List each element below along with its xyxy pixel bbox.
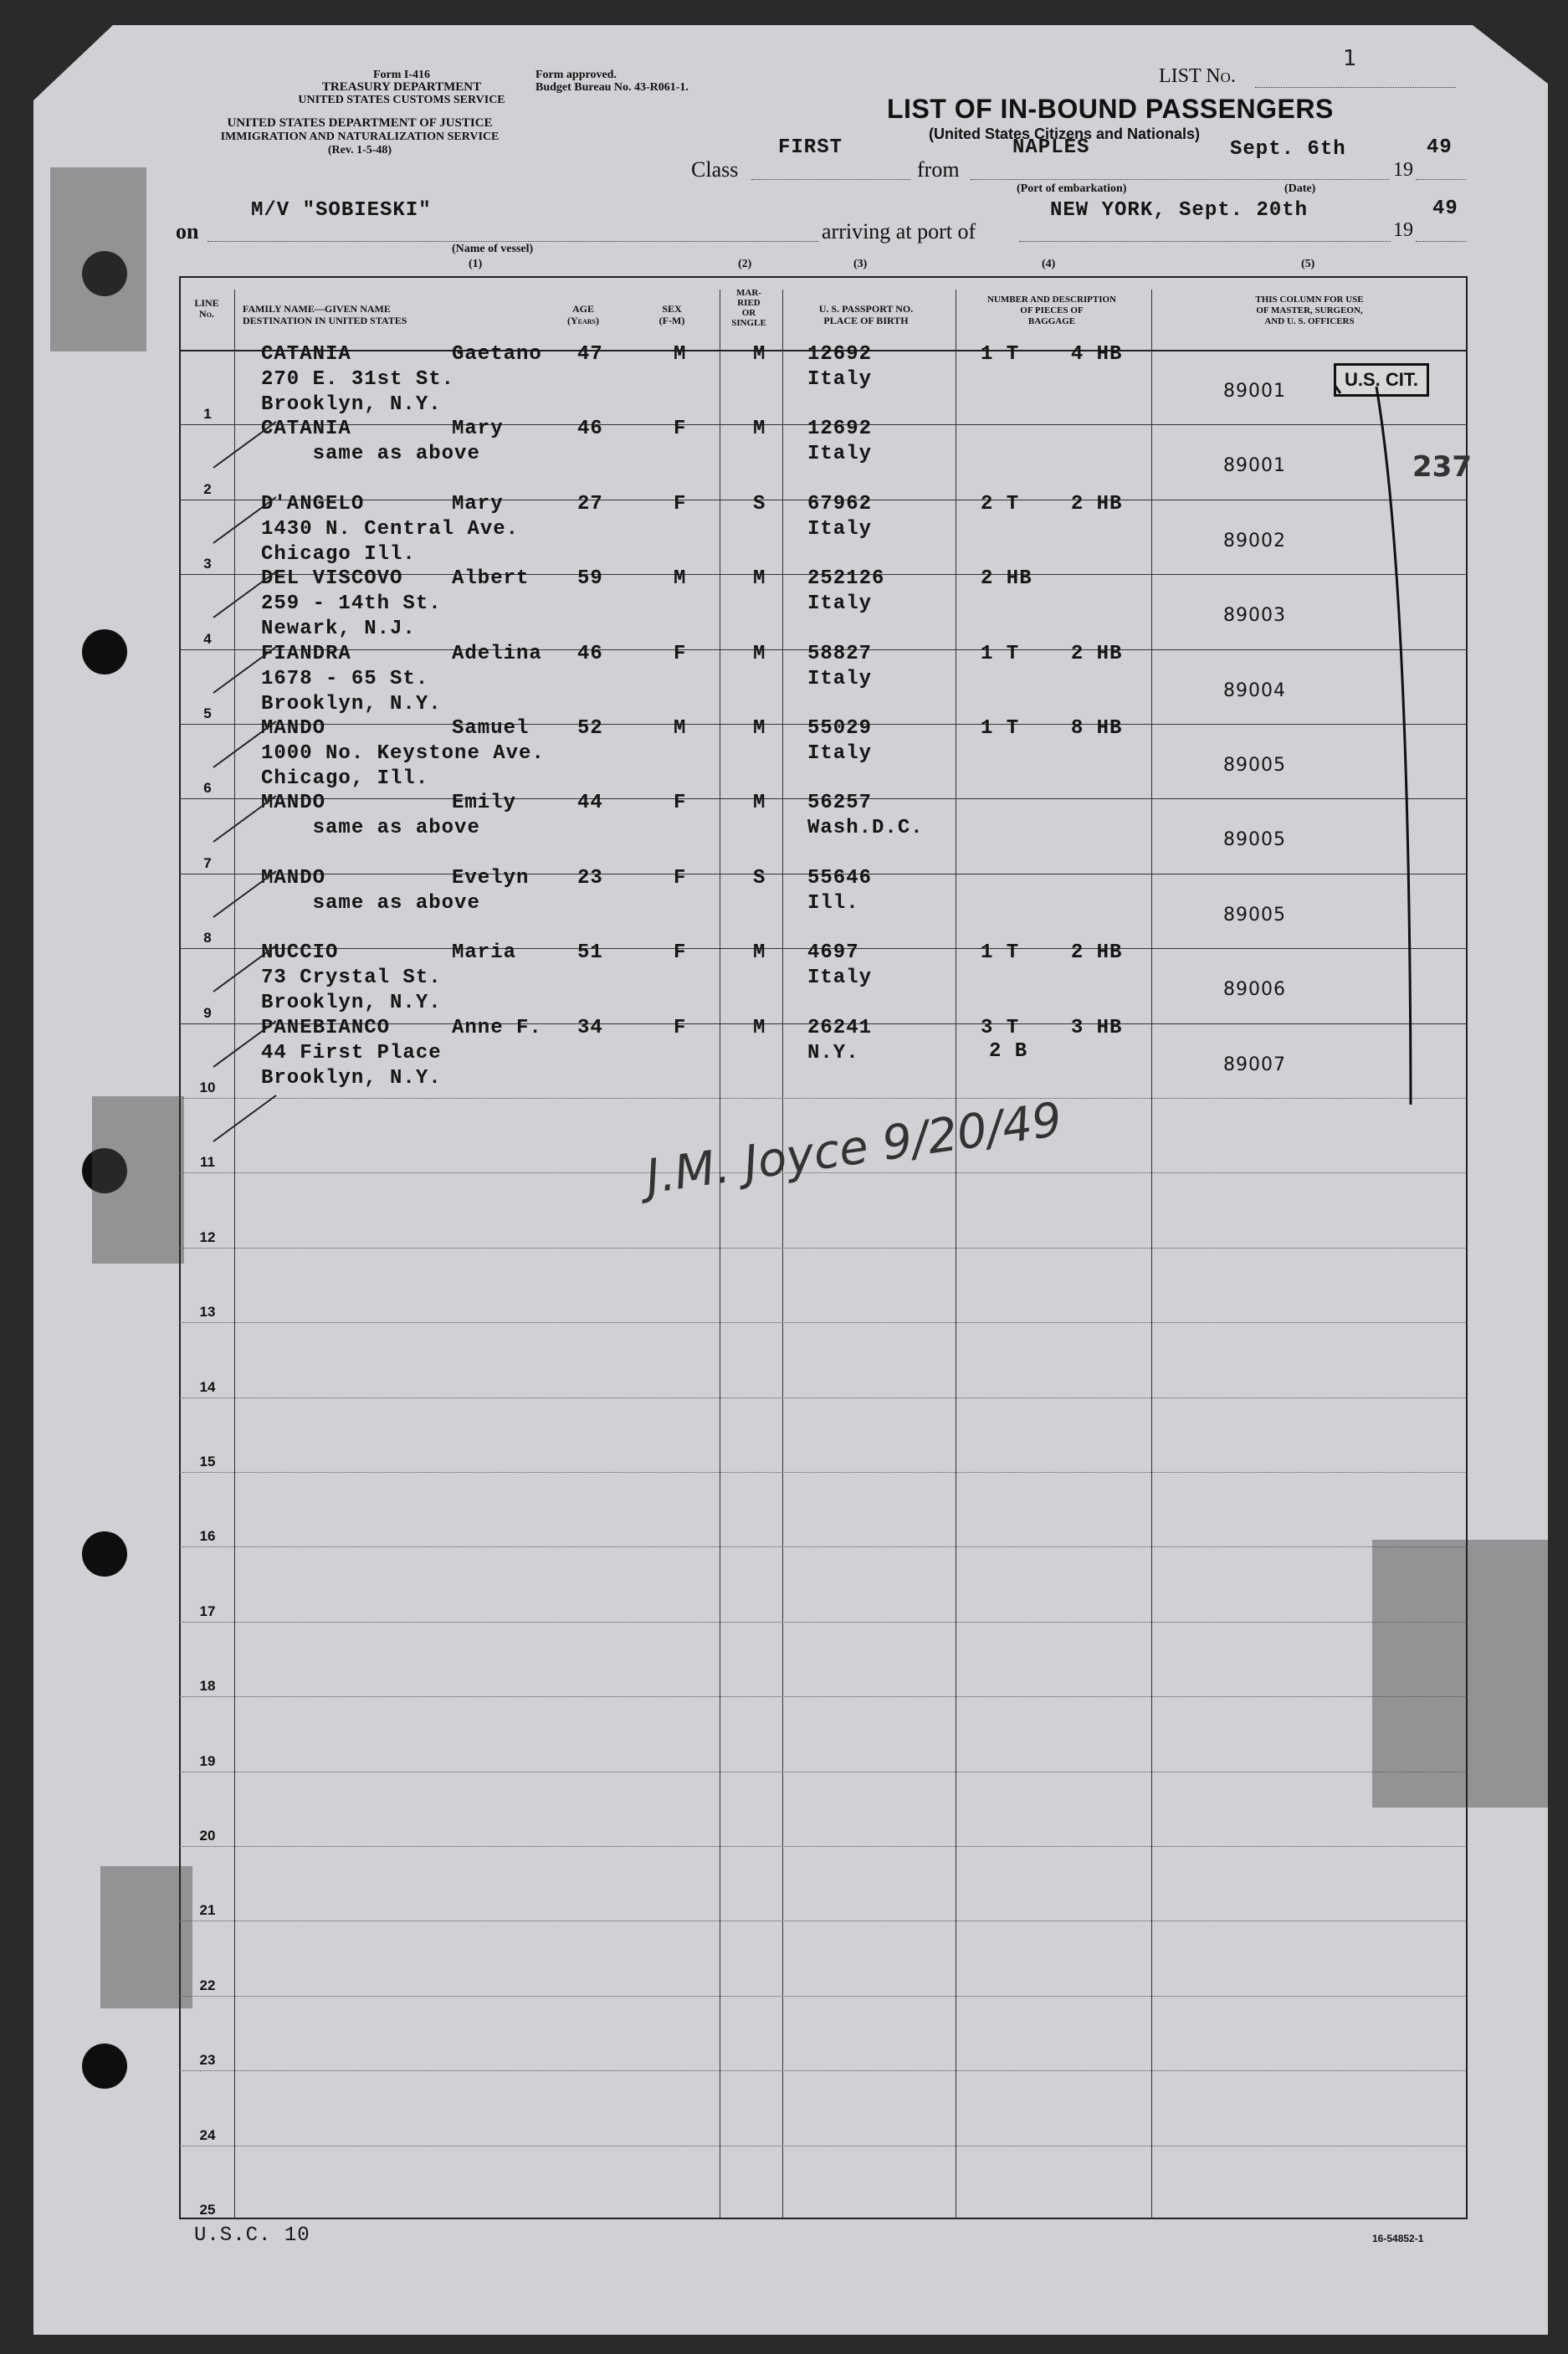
passenger-destination-line1: same as above	[261, 817, 480, 839]
passenger-given-name: Albert	[452, 567, 530, 590]
passenger-family-name: MANDO	[261, 717, 326, 740]
passenger-destination-line1: 44 First Place	[261, 1042, 442, 1064]
line-number: 11	[200, 1154, 215, 1170]
passenger-age: 44	[577, 792, 603, 814]
passenger-marital-status: M	[753, 567, 766, 590]
passenger-age: 52	[577, 717, 603, 740]
arrival-port: NEW YORK, Sept. 20th	[1050, 199, 1309, 222]
passenger-passport-number: 12692	[807, 343, 873, 366]
passenger-age: 46	[577, 643, 603, 665]
line-number: 19	[199, 1753, 216, 1769]
passenger-family-name: D'ANGELO	[261, 493, 365, 515]
passenger-officer-number: 89005	[1223, 905, 1286, 926]
line-number: 5	[203, 705, 212, 721]
passenger-baggage: 3 T 3 HB	[981, 1017, 1123, 1039]
passenger-given-name: Gaetano	[452, 343, 542, 366]
passenger-sex: M	[674, 567, 687, 590]
passenger-destination-line1: 259 - 14th St.	[261, 592, 442, 615]
passenger-place-of-birth: Wash.D.C.	[807, 817, 924, 839]
line-number: 16	[199, 1528, 216, 1544]
passenger-given-name: Anne F.	[452, 1017, 542, 1039]
passenger-passport-number: 56257	[807, 792, 873, 814]
passenger-baggage: 2 T 2 HB	[981, 493, 1123, 515]
line-number: 7	[203, 855, 212, 871]
passenger-sex: F	[674, 418, 687, 440]
line-number: 15	[199, 1454, 216, 1469]
col-num-4: (4)	[1042, 258, 1056, 270]
passenger-destination-line1: 1430 N. Central Ave.	[261, 518, 520, 541]
passenger-baggage: 2 HB	[981, 567, 1033, 590]
hdr-sex: SEX (F-M)	[658, 303, 685, 326]
passenger-officer-number: 89002	[1223, 531, 1286, 551]
passenger-marital-status: M	[753, 1017, 766, 1039]
line-number: 23	[199, 2052, 216, 2068]
passenger-place-of-birth: Italy	[807, 368, 873, 391]
col-num-5: (5)	[1301, 258, 1315, 270]
line-number: 1	[203, 406, 212, 422]
form-approved: Form approved.	[535, 69, 617, 81]
passenger-age: 46	[577, 418, 603, 440]
passenger-destination-line2: Brooklyn, N.Y.	[261, 393, 442, 416]
budget-bureau: Budget Bureau No. 43-R061-1.	[535, 81, 689, 94]
passenger-officer-number: 89001	[1223, 381, 1286, 402]
passenger-age: 47	[577, 343, 603, 366]
line-number: 10	[199, 1080, 216, 1095]
passenger-place-of-birth: Italy	[807, 443, 873, 465]
col-num-1: (1)	[469, 258, 483, 270]
passenger-family-name: CATANIA	[261, 418, 351, 440]
list-subtitle: (United States Citizens and Nationals)	[929, 126, 1201, 142]
passenger-officer-number: 89005	[1223, 755, 1286, 776]
passenger-destination-line1: 1000 No. Keystone Ave.	[261, 742, 545, 765]
passenger-sex: F	[674, 1017, 687, 1039]
vessel-caption: (Name of vessel)	[452, 243, 534, 255]
line-number: 12	[199, 1229, 216, 1245]
passenger-marital-status: S	[753, 493, 766, 515]
passenger-officer-number: 89004	[1223, 680, 1286, 701]
passenger-destination-line2: Newark, N.J.	[261, 618, 416, 640]
line-number: 13	[199, 1304, 216, 1320]
passenger-sex: F	[674, 792, 687, 814]
treasury-dept: TREASURY DEPARTMENT	[321, 80, 482, 94]
line-number: 21	[199, 1902, 216, 1918]
passenger-destination-line1: same as above	[261, 443, 480, 465]
list-no-label: LIST No.	[1159, 65, 1236, 87]
passenger-place-of-birth: Ill.	[807, 892, 859, 915]
ins-service: IMMIGRATION AND NATURALIZATION SERVICE	[220, 131, 500, 143]
line-number: 25	[199, 2202, 216, 2218]
passenger-marital-status: M	[753, 941, 766, 964]
passenger-sex: F	[674, 643, 687, 665]
passenger-place-of-birth: Italy	[807, 742, 873, 765]
hdr-age: AGE (Years)	[567, 303, 599, 326]
signature: J.M. Joyce 9/20/49	[642, 1092, 1066, 1205]
passenger-sex: M	[674, 343, 687, 366]
passenger-place-of-birth: Italy	[807, 668, 873, 690]
passenger-passport-number: 252126	[807, 567, 885, 590]
from-label: from	[917, 157, 960, 182]
passenger-passport-number: 55029	[807, 717, 873, 740]
class-value: FIRST	[778, 136, 843, 159]
passenger-marital-status: M	[753, 792, 766, 814]
passenger-sex: F	[674, 867, 687, 890]
year-prefix-1: 19	[1393, 159, 1413, 181]
passenger-destination-line1: same as above	[261, 892, 480, 915]
passenger-passport-number: 12692	[807, 418, 873, 440]
hdr-passport: U. S. PASSPORT NO. PLACE OF BIRTH	[818, 303, 914, 326]
line-number: 8	[203, 930, 212, 946]
passenger-marital-status: M	[753, 717, 766, 740]
stamp-arrow	[1335, 385, 1340, 393]
passenger-destination-line1: 73 Crystal St.	[261, 967, 442, 989]
passenger-passport-number: 58827	[807, 643, 873, 665]
passenger-family-name: FIANDRA	[261, 643, 351, 665]
line-number: 20	[199, 1828, 216, 1844]
passenger-destination-line2: Chicago, Ill.	[261, 767, 429, 790]
passenger-age: 23	[577, 867, 603, 890]
passenger-family-name: PANEBIANCO	[261, 1017, 391, 1039]
passenger-baggage: 1 T 2 HB	[981, 643, 1123, 665]
passenger-officer-number: 89001	[1223, 455, 1286, 476]
form-number: Form I-416	[372, 69, 431, 81]
line-number: 6	[203, 780, 212, 796]
passenger-destination-line2: Brooklyn, N.Y.	[261, 992, 442, 1014]
passenger-destination-line2: Chicago Ill.	[261, 543, 416, 566]
passenger-officer-number: 89005	[1223, 829, 1286, 850]
line-number: 17	[199, 1603, 216, 1619]
passenger-family-name: DEL VISCOVO	[261, 567, 403, 590]
footer-print-code: 16-54852-1	[1372, 2233, 1424, 2244]
passenger-passport-number: 55646	[807, 867, 873, 890]
hdr-officers: THIS COLUMN FOR USE OF MASTER, SURGEON, AND U. S. OFFICERS	[1255, 295, 1364, 326]
passenger-baggage: 1 T 4 HB	[981, 343, 1123, 366]
passenger-passport-number: 26241	[807, 1017, 873, 1039]
passenger-destination-line1: 270 E. 31st St.	[261, 368, 455, 391]
hdr-married: MAR- RIED OR SINGLE	[731, 288, 766, 328]
passenger-given-name: Mary	[452, 418, 504, 440]
passenger-family-name: MANDO	[261, 792, 326, 814]
passenger-destination-line1: 1678 - 65 St.	[261, 668, 429, 690]
col-num-2: (2)	[738, 258, 752, 270]
line-number: 18	[199, 1678, 216, 1694]
line-number: 3	[203, 556, 212, 572]
date-caption: (Date)	[1284, 182, 1316, 195]
passenger-age: 59	[577, 567, 603, 590]
arrival-year: 49	[1432, 197, 1458, 220]
arriving-label: arriving at port of	[822, 219, 976, 244]
passenger-passport-number: 4697	[807, 941, 859, 964]
passenger-given-name: Adelina	[452, 643, 542, 665]
passenger-marital-status: M	[753, 418, 766, 440]
us-citizen-stamp: U.S. CIT.	[1334, 363, 1429, 397]
passenger-given-name: Mary	[452, 493, 504, 515]
vessel-name: M/V "SOBIESKI"	[251, 199, 432, 222]
line-number: 14	[199, 1379, 216, 1395]
sail-year: 49	[1427, 136, 1453, 159]
passenger-officer-number: 89006	[1223, 979, 1286, 1000]
margin-number: 237	[1412, 450, 1472, 484]
passenger-family-name: MANDO	[261, 867, 326, 890]
passenger-family-name: CATANIA	[261, 343, 351, 366]
class-label: Class	[691, 157, 739, 182]
line-number: 9	[203, 1005, 212, 1021]
line-number: 2	[203, 481, 212, 497]
list-title: LIST OF IN-BOUND PASSENGERS	[887, 94, 1334, 124]
passenger-baggage: 1 T 8 HB	[981, 717, 1123, 740]
passenger-age: 34	[577, 1017, 603, 1039]
line-number: 4	[203, 631, 212, 647]
passenger-given-name: Samuel	[452, 717, 530, 740]
passenger-sex: M	[674, 717, 687, 740]
customs-service: UNITED STATES CUSTOMS SERVICE	[298, 94, 505, 106]
passenger-place-of-birth: Italy	[807, 518, 873, 541]
passenger-marital-status: M	[753, 643, 766, 665]
line-number: 24	[199, 2127, 216, 2143]
bracket-line	[1376, 387, 1411, 1105]
passenger-marital-status: M	[753, 343, 766, 366]
passenger-place-of-birth: Italy	[807, 967, 873, 989]
passenger-sex: F	[674, 941, 687, 964]
hdr-line-no: LINE No.	[194, 297, 219, 320]
passenger-place-of-birth: Italy	[807, 592, 873, 615]
line-number: 22	[199, 1977, 216, 1993]
passenger-officer-number: 89007	[1223, 1054, 1286, 1075]
port-embark-caption: (Port of embarkation)	[1017, 182, 1127, 195]
sail-date: Sept. 6th	[1230, 138, 1346, 161]
year-prefix-2: 19	[1393, 219, 1413, 241]
passenger-given-name: Maria	[452, 941, 517, 964]
passenger-given-name: Emily	[452, 792, 517, 814]
passenger-officer-number: 89003	[1223, 605, 1286, 626]
on-label: on	[176, 219, 199, 244]
footer-form-code: U.S.C. 10	[194, 2224, 310, 2247]
passenger-place-of-birth: N.Y.	[807, 1042, 859, 1064]
list-no-value: 1	[1343, 46, 1357, 71]
col-num-3: (3)	[853, 258, 868, 270]
from-value: NAPLES	[1012, 136, 1090, 159]
passenger-baggage: 1 T 2 HB	[981, 941, 1123, 964]
hdr-name: FAMILY NAME—GIVEN NAME DESTINATION IN UNITED STATES	[243, 303, 407, 326]
passenger-sex: F	[674, 493, 687, 515]
passenger-age: 27	[577, 493, 603, 515]
justice-dept: UNITED STATES DEPARTMENT OF JUSTICE	[227, 116, 493, 130]
passenger-passport-number: 67962	[807, 493, 873, 515]
passenger-age: 51	[577, 941, 603, 964]
passenger-marital-status: S	[753, 867, 766, 890]
rev-date: (Rev. 1-5-48)	[327, 144, 392, 156]
passenger-family-name: NUCCIO	[261, 941, 339, 964]
hdr-baggage: NUMBER AND DESCRIPTION OF PIECES OF BAGGAGE	[986, 295, 1117, 326]
passenger-destination-line2: Brooklyn, N.Y.	[261, 693, 442, 715]
passenger-baggage-extra: 2 B	[989, 1040, 1028, 1063]
passenger-given-name: Evelyn	[452, 867, 530, 890]
passenger-destination-line2: Brooklyn, N.Y.	[261, 1067, 442, 1090]
